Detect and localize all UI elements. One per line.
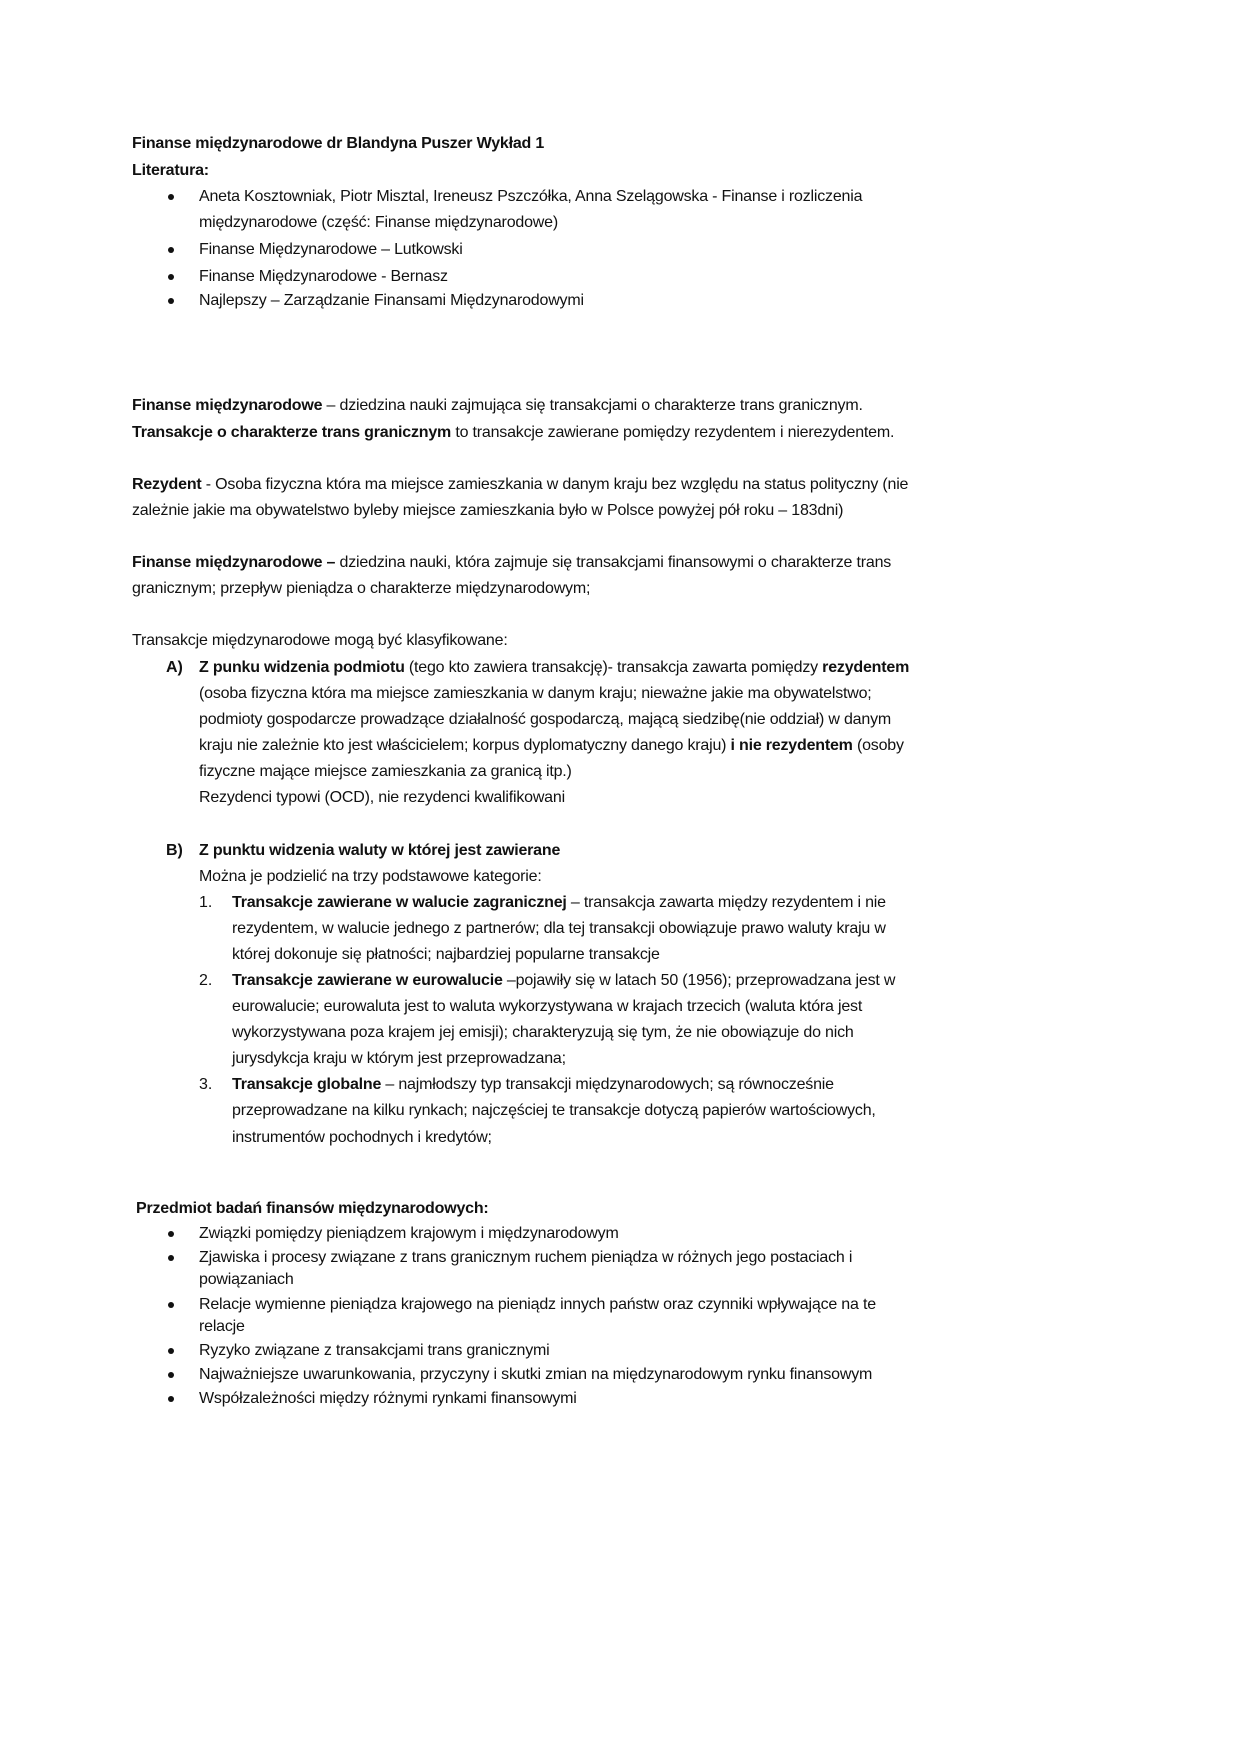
list-item: Finanse Międzynarodowe – Lutkowski [199, 241, 463, 258]
list-item: Aneta Kosztowniak, Piotr Misztal, Ireneusz Pszczółka, Anna Szelągowska - Finanse i rozliczenia [199, 188, 863, 205]
literature-heading: Literatura: [132, 162, 209, 179]
bullet-icon [168, 1255, 174, 1261]
list-item: Związki pomiędzy pieniądzem krajowym i międzynarodowym [199, 1225, 619, 1242]
document-title: Finanse międzynarodowe dr Blandyna Puszer Wykład 1 [132, 135, 545, 152]
list-item: Najważniejsze uwarunkowania, przyczyny i skutki zmian na międzynarodowym rynku finansowym [199, 1366, 873, 1383]
bullet-icon [168, 1348, 174, 1354]
list-item-continued: relacje [199, 1318, 245, 1335]
bullet-icon [168, 298, 174, 304]
list-item-continued: powiązaniach [199, 1271, 294, 1288]
list-item: Relacje wymienne pieniądza krajowego na pieniądz innych państw oraz czynniki wpływające na te [199, 1296, 876, 1313]
bullet-icon [168, 1396, 174, 1402]
bullet-icon [168, 1231, 174, 1237]
list-item: Finanse Międzynarodowe - Bernasz [199, 268, 448, 285]
list-item: Zjawiska i procesy związane z trans granicznym ruchem pieniądza w różnych jego postaciach i [199, 1249, 853, 1266]
list-marker: A) [166, 659, 183, 676]
bullet-icon [168, 194, 174, 200]
bullet-icon [168, 1302, 174, 1308]
section-heading: Przedmiot badań finansów międzynarodowych: [136, 1200, 489, 1217]
bullet-icon [168, 247, 174, 253]
bullet-icon [168, 1372, 174, 1378]
list-number: 3. [199, 1076, 213, 1093]
list-marker: B) [166, 842, 183, 859]
list-item: Najlepszy – Zarządzanie Finansami Międzynarodowymi [199, 292, 584, 309]
list-number: 1. [199, 894, 213, 911]
list-number: 2. [199, 972, 213, 989]
bullet-icon [168, 274, 174, 280]
list-item-continued: międzynarodowe (część: Finanse międzynarodowe) [199, 214, 558, 231]
list-item: Współzależności między różnymi rynkami finansowymi [199, 1390, 577, 1407]
list-item: Ryzyko związane z transakcjami trans granicznymi [199, 1342, 550, 1359]
